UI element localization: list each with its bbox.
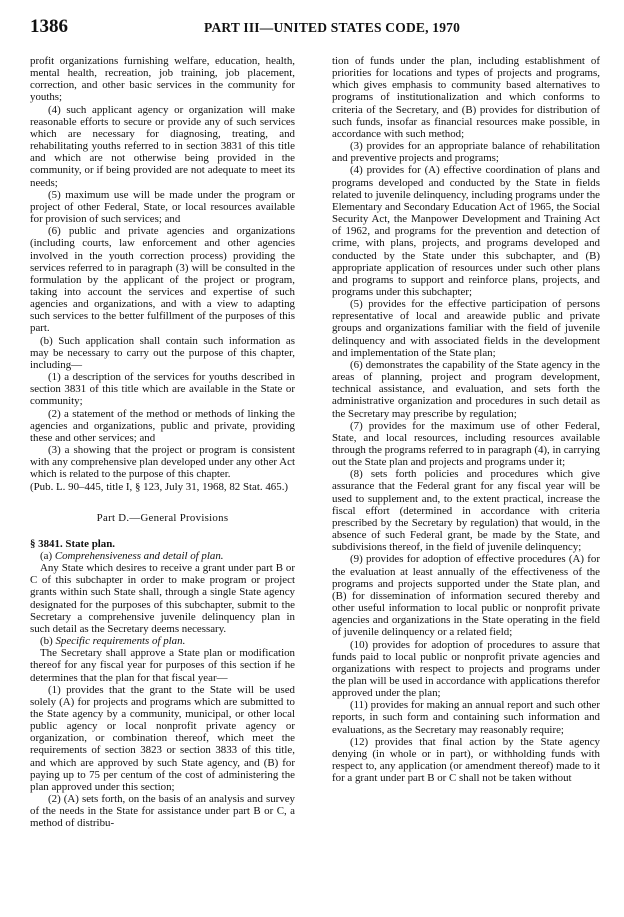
paragraph: (b) Such application shall contain such information as may be necessary to carry out the purpose of this chapter, including— [30,334,295,371]
paragraph: tion of funds under the plan, including establishment of priorities for locations and types of projects and programs, which gives emphasis to community based alternatives to programs of institutionalization and which conforms to criteria of the Secretary, and (B) provides for distribution of such funds, insofar as financial resources make possible, in accordance with such method; [332,55,600,140]
left-column [30,55,295,830]
paragraph: (2) a statement of the method or methods of linking the agencies and organizations, public and private, providing these and other services; and [30,407,295,444]
paragraph: (7) provides for the maximum use of other Federal, State, and local resources, including resources available through the programs referred to in paragraph (4), in carrying out the State plan and projects and programs under it; [332,419,600,469]
paragraph: (4) such applicant agency or organization will make reasonable efforts to secure or provide any of such services which are necessary for diagnosing, treating, and rehabilitating youths referred to in section 3831 of this title and which are not otherwise being provided in the community, or if being provided are not adequate to meet its needs; [30,103,295,189]
paragraph: (6) public and private agencies and organizations (including courts, law enforcement and other agencies involved in the youth correction process) providing the services referred to in paragraph (3) will be consulted in the formulation by the applicant of the project or program, taking into account the services and expertise of such agencies and organizations, and with a view to adapting such services to the better fulfillment of the purposes of this part. [30,225,295,335]
paragraph: (5) maximum use will be made under the program or project of other Federal, State, or local resources available for provision of such services; and [30,188,295,226]
paragraph: (8) sets forth policies and procedures which give assurance that the Federal grant for any fiscal year will be used to supplement and, to the extent practical, increase the fiscal effort (determined in accordance with criteria prescribed by the Secretary by regulation) that would, in the absence of such Federal grant, be made by the State, and subdivisions thereof, in the field of juvenile delinquency; [332,468,600,554]
running-head: PART III—UNITED STATES CODE, 1970 [204,20,461,35]
paragraph: profit organizations furnishing welfare, education, health, mental health, recreation, job training, job placement, correction, and other basic services in the community for youths; [30,55,295,104]
paragraph: (11) provides for making an annual report and such other reports, in such form and containing such information and evaluations, as the Secretary may reasonably require; [332,699,600,736]
paragraph: (6) demonstrates the capability of the State agency in the areas of planning, project and program development, technical assistance, and evaluation, and sets forth the administrative organization and procedures in such detail as the Secretary may prescribe by regulation; [332,358,600,420]
paragraph: (3) a showing that the project or program is consistent with any comprehensive plan developed under any other Act which is related to the purpose of this chapter. [30,444,295,481]
statute-citation: (Pub. L. 90–445, title I, § 123, July 31, 1968, 82 Stat. 465.) [30,481,289,494]
paragraph: (1) a description of the services for youths described in section 3831 of this title which are available in the State or community; [30,371,295,408]
paragraph: Any State which desires to receive a grant under part B or C of this subchapter in order to make program or project grants within such State shall, through a single State agency designated for the purposes of this subchapter, submit to the Secretary a comprehensive juvenile delinquency plan in such detail as the Secretary deems necessary. [30,562,295,635]
section-heading: § 3841. State plan. [30,537,116,550]
subsection-heading: (a) Comprehensiveness and detail of plan. [40,549,224,562]
part-heading: Part D.—General Provisions [96,511,229,524]
subsection-heading: (b) Specific requirements of plan. [40,635,186,648]
paragraph: (9) provides for adoption of effective procedures (A) for the evaluation at least annually of the effectiveness of the programs and projects supported under the State plan, and (B) for dissemination of information secured thereby and other useful information to local public or nonprofit private agencies and organizations in the State operating in the field of juvenile delinquency or a related field; [332,553,600,639]
paragraph: (12) provides that final action by the State agency denying (in whole or in part), or withholding funds with respect to, any application (or amendment thereof) made to it for a grant under part B or C shall not be taken without [332,735,600,785]
page-number: 1386 [30,16,68,37]
paragraph: (3) provides for an appropriate balance of rehabilitation and preventive projects and programs; [332,140,600,165]
paragraph: (5) provides for the effective participation of persons representative of local and areawide public and private groups and organizations familiar with the field of juvenile delinquency and with associated fields in the development and implementation of the State plan; [332,298,600,359]
paragraph: (2) (A) sets forth, on the basis of an analysis and survey of the needs in the State for assistance under part B or C, a method of distribu- [30,793,295,830]
right-column [332,55,600,784]
paragraph: The Secretary shall approve a State plan or modification thereof for any fiscal year for purposes of this section if he determines that the plan for that fiscal year— [30,647,295,684]
paragraph: (10) provides for adoption of procedures to assure that funds paid to local public or nonprofit private agencies and organizations with respect to projects and programs under the plan will be used in accordance with applications therefor approved under the plan; [332,638,600,700]
paragraph: (4) provides for (A) effective coordination of plans and programs developed and conducted by the State in fields related to juvenile delinquency, including programs under the Elementary and Secondary Education Act of 1965, the Social Security Act, the Manpower Development and Training Act of 1962, and programs for the prevention and detection of crime, with plans, projects, and programs developed and conducted by the State under this subchapter, and (B) appropriate application of resources under such other plans and programs to support and reinforce plans, projects, and programs under this subchapter; [332,164,600,298]
paragraph: (1) provides that the grant to the State will be used solely (A) for projects and programs which are submitted to the State agency by a community, municipal, or other local public agency or local nonprofit private agency or organization, or combination thereof, which meet the requirements of section 3823 or section 3833 of this title, and which are approved by such State agency, and (B) for paying up to 75 per centum of the cost of administering the plan approved under this section; [30,683,295,793]
page-header [30,16,598,40]
